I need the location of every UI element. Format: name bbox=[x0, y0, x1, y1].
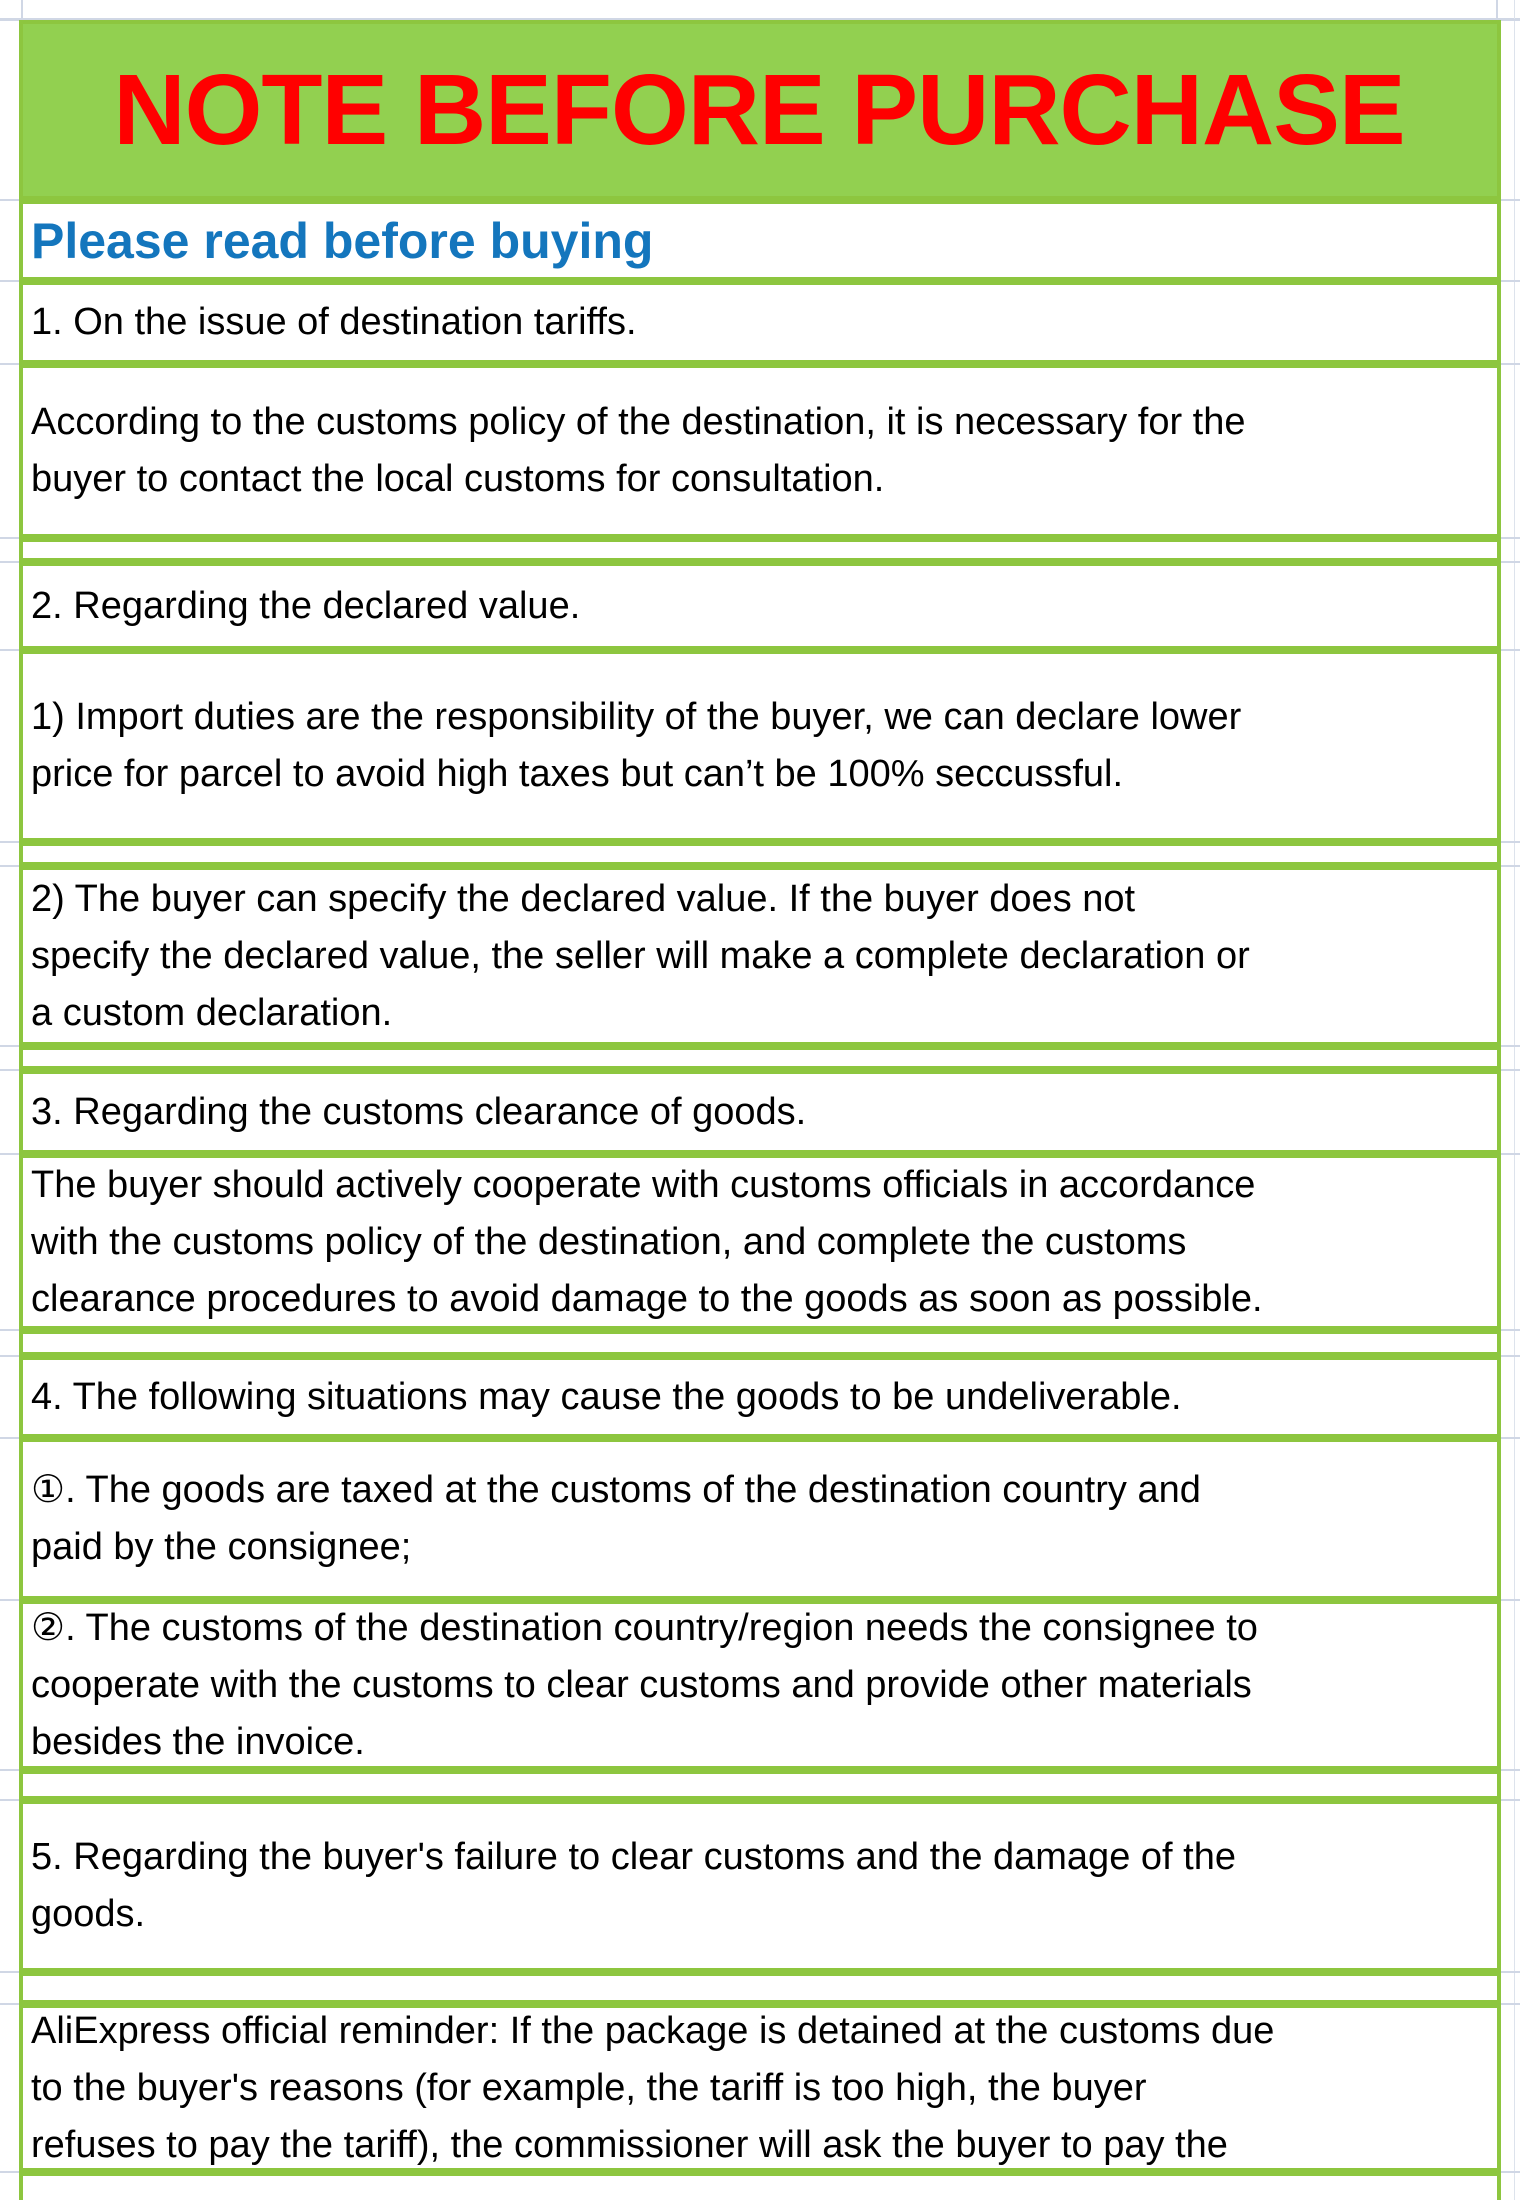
section4-heading-row bbox=[19, 1356, 1501, 1438]
paragraph-line: specify the declared value, the seller will make a complete declaration or bbox=[31, 934, 1250, 977]
top-margin-strip bbox=[0, 0, 1520, 20]
partial-bottom-row bbox=[19, 2172, 1501, 2200]
paragraph-line: refuses to pay the tariff), the commissioner will ask the buyer to pay the bbox=[31, 2123, 1228, 2166]
section2-paragraph2-row bbox=[19, 866, 1501, 1046]
gridline-tick bbox=[1496, 0, 1498, 18]
notice-sheet bbox=[19, 20, 1501, 2200]
spacer-row bbox=[19, 842, 1501, 866]
spacer-row bbox=[19, 538, 1501, 562]
paragraph-line: besides the invoice. bbox=[31, 1720, 365, 1763]
spacer-row bbox=[19, 1330, 1501, 1356]
paragraph-line: AliExpress official reminder: If the package is detained at the customs due bbox=[31, 2009, 1275, 2052]
paragraph-line: buyer to contact the local customs for consultation. bbox=[31, 458, 885, 500]
paragraph-line: ②. The customs of the destination country/region needs the consignee to bbox=[31, 1606, 1258, 1649]
paragraph-line: a custom declaration. bbox=[31, 991, 393, 1034]
paragraph-line: to the buyer's reasons (for example, the tariff is too high, the buyer bbox=[31, 2066, 1147, 2109]
section1-paragraph-row bbox=[19, 364, 1501, 538]
paragraph-line: paid by the consignee; bbox=[31, 1526, 412, 1568]
subtitle-row bbox=[19, 200, 1501, 281]
section1-heading-row bbox=[19, 281, 1501, 364]
section5-heading-line: goods. bbox=[31, 1893, 146, 1935]
section5-heading-row bbox=[19, 1800, 1501, 1972]
section2-heading-row bbox=[19, 562, 1501, 650]
section3-heading: 3. Regarding the customs clearance of goods. bbox=[31, 1090, 807, 1133]
paragraph-line: clearance procedures to avoid damage to the goods as soon as possible. bbox=[31, 1277, 1263, 1320]
spacer-row bbox=[19, 1972, 1501, 2004]
subtitle-text: Please read before buying bbox=[31, 212, 654, 269]
paragraph-line: cooperate with the customs to clear customs and provide other materials bbox=[31, 1663, 1252, 1706]
section3-heading-row bbox=[19, 1070, 1501, 1154]
section3-paragraph-row bbox=[19, 1154, 1501, 1330]
page-title: NOTE BEFORE PURCHASE bbox=[113, 53, 1405, 166]
section5-heading-line: 5. Regarding the buyer's failure to clear customs and the damage of the bbox=[31, 1836, 1236, 1878]
paragraph-line: 2) The buyer can specify the declared value. If the buyer does not bbox=[31, 877, 1136, 920]
paragraph-line: According to the customs policy of the destination, it is necessary for the bbox=[31, 401, 1246, 443]
section2-paragraph1-row bbox=[19, 650, 1501, 842]
paragraph-line: price for parcel to avoid high taxes but can’t be 100% seccussful. bbox=[31, 753, 1124, 795]
spacer-row bbox=[19, 1770, 1501, 1800]
section4-item2-row bbox=[19, 1600, 1501, 1770]
gridline-tick bbox=[21, 0, 23, 18]
section2-heading: 2. Regarding the declared value. bbox=[31, 584, 581, 627]
section5-paragraph-row bbox=[19, 2004, 1501, 2172]
section1-heading: 1. On the issue of destination tariffs. bbox=[31, 301, 637, 343]
gridline-vertical bbox=[1514, 0, 1515, 2200]
paragraph-line: ①. The goods are taxed at the customs of the destination country and bbox=[31, 1469, 1201, 1511]
paragraph-line: with the customs policy of the destination, and complete the customs bbox=[31, 1220, 1187, 1263]
paragraph-line: 1) Import duties are the responsibility of the buyer, we can declare lower bbox=[31, 696, 1242, 738]
paragraph-line: The buyer should actively cooperate with customs officials in accordance bbox=[31, 1163, 1256, 1206]
banner-row bbox=[19, 20, 1501, 200]
section4-item1-row bbox=[19, 1438, 1501, 1600]
section4-heading: 4. The following situations may cause the goods to be undeliverable. bbox=[31, 1375, 1182, 1418]
spacer-row bbox=[19, 1046, 1501, 1070]
